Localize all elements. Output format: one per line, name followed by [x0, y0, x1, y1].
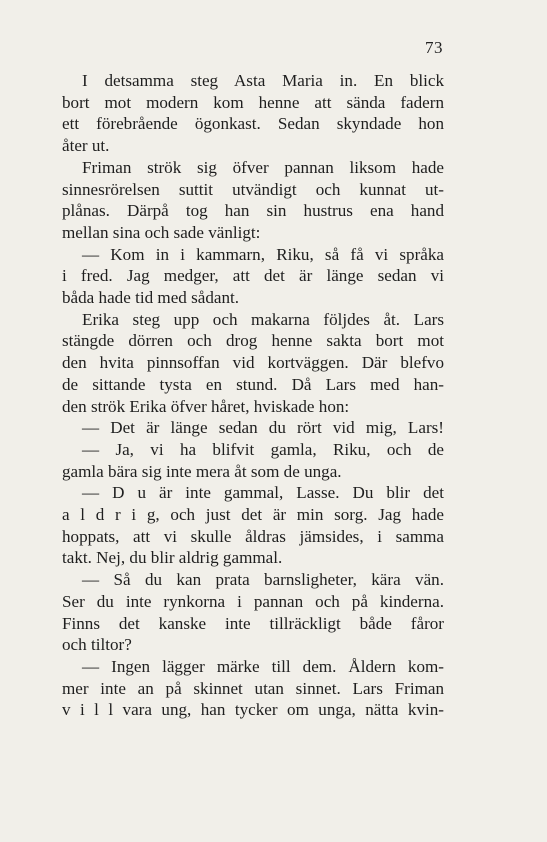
text-line: i fred. Jag medger, att det är länge sedan vi: [62, 266, 444, 286]
text-line: Ser du inte rynkorna i pannan och på kinderna.: [62, 591, 444, 611]
text-line: Friman strök sig öfver pannan liksom hade: [82, 157, 444, 177]
text-line: åter ut.: [62, 136, 110, 156]
text-line: I detsamma steg Asta Maria in. En blick: [82, 71, 444, 90]
text-line: mellan sina och sade vänligt:: [62, 222, 261, 242]
text-line: hoppats, att vi skulle åldras jämsides, i samma: [62, 526, 444, 546]
text-line: sinnesrörelsen suttit utvändigt och kunnat ut-: [62, 179, 444, 199]
text-line: den hvita pinnsoffan vid kortväggen. Där blefvo: [62, 353, 444, 373]
text-line: — Det är länge sedan du rört vid mig, Lars!: [82, 418, 444, 438]
text-line: — Kom in i kammarn, Riku, så få vi språka: [82, 244, 444, 264]
text-line: stängde dörren och drog henne sakta bort mot: [62, 331, 444, 351]
text-line: a l d r i g, och just det är min sorg. Jag hade: [62, 505, 444, 525]
text-line: — D u är inte gammal, Lasse. Du blir det: [82, 483, 444, 503]
text-line: mer inte an på skinnet utan sinnet. Lars Friman: [62, 678, 444, 698]
text-line: bort mot modern kom henne att sända fadern: [62, 92, 444, 112]
text-line: plånas. Därpå tog han sin hustrus ena hand: [62, 201, 444, 221]
text-line: ett förebrående ögonkast. Sedan skyndade hon: [62, 114, 444, 134]
text-line: den strök Erika öfver håret, hviskade hon:: [62, 396, 350, 416]
text-line: — Ingen lägger märke till dem. Åldern kom-: [82, 656, 444, 676]
text-line: de sittande tysta en stund. Då Lars med han-: [62, 374, 444, 394]
text-line: Erika steg upp och makarna följdes åt. Lars: [82, 309, 444, 329]
text-line: — Så du kan prata barnsligheter, kära vän.: [82, 570, 444, 590]
text-line: båda hade tid med sådant.: [62, 288, 240, 308]
text-line: — Ja, vi ha blifvit gamla, Riku, och de: [82, 439, 444, 459]
text-line: takt. Nej, du blir aldrig gammal.: [62, 548, 283, 568]
page-number: 73: [425, 38, 443, 57]
body-text: [62, 70, 444, 721]
text-line: v i l l vara ung, han tycker om unga, nätta kvin-: [62, 700, 444, 720]
text-line: och tiltor?: [62, 635, 132, 655]
text-line: Finns det kanske inte tillräckligt både fåror: [62, 613, 444, 633]
text-line: gamla bära sig inte mera åt som de unga.: [62, 461, 342, 481]
